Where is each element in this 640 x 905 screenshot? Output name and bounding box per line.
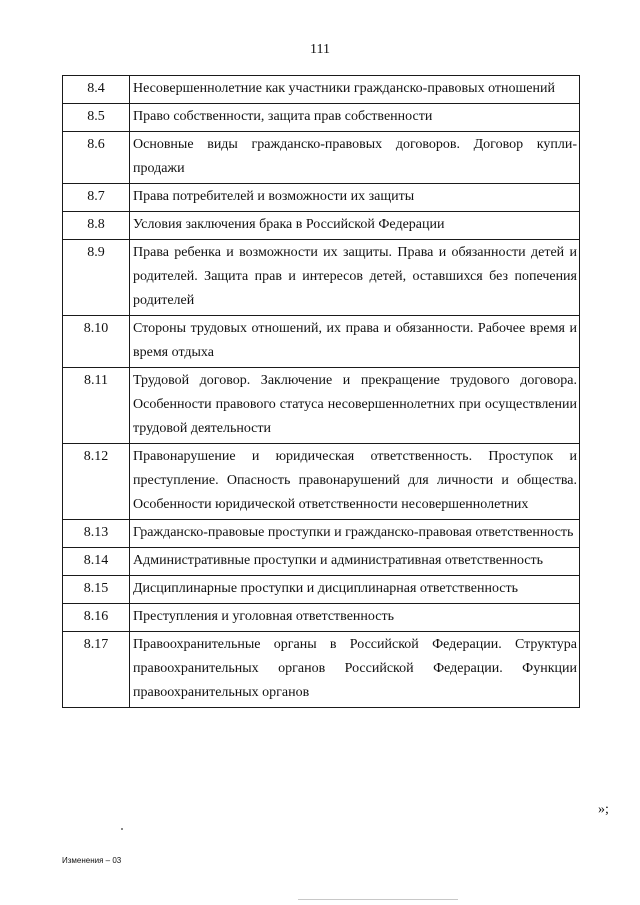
- page-number: 111: [310, 42, 330, 57]
- row-number: 8.17: [63, 632, 130, 708]
- row-text: Права потребителей и возможности их защиты: [130, 184, 580, 212]
- row-text: Несовершеннолетние как участники гражданско-правовых отношений: [130, 76, 580, 104]
- table-row: [63, 444, 580, 520]
- row-number: 8.15: [63, 576, 130, 604]
- row-number: 8.4: [63, 76, 130, 104]
- table-row: [63, 212, 580, 240]
- row-text: Административные проступки и административная ответственность: [130, 548, 580, 576]
- row-number: 8.9: [63, 240, 130, 316]
- table-row: [63, 604, 580, 632]
- row-number: 8.10: [63, 316, 130, 368]
- row-number: 8.5: [63, 104, 130, 132]
- revision-footer: Изменения – 03: [62, 856, 122, 865]
- row-number: 8.14: [63, 548, 130, 576]
- table-row: [63, 104, 580, 132]
- row-number: 8.11: [63, 368, 130, 444]
- row-number: 8.12: [63, 444, 130, 520]
- table-row: [63, 548, 580, 576]
- row-text: Основные виды гражданско-правовых договоров. Договор купли-продажи: [130, 132, 580, 184]
- table-row: [63, 520, 580, 548]
- row-text: Правоохранительные органы в Российской Федерации. Структура правоохранительных органов Российской Федерации. Функции правоохранительных органов: [130, 632, 580, 708]
- row-text: Преступления и уголовная ответственность: [130, 604, 580, 632]
- table-row: [63, 316, 580, 368]
- table-row: [63, 240, 580, 316]
- scan-speck: [121, 828, 123, 830]
- row-number: 8.8: [63, 212, 130, 240]
- row-text: Условия заключения брака в Российской Федерации: [130, 212, 580, 240]
- table-row: [63, 368, 580, 444]
- table-row: [63, 76, 580, 104]
- row-text: Трудовой договор. Заключение и прекращение трудового договора. Особенности правового статуса несовершеннолетних при осуществлении трудовой деятельности: [130, 368, 580, 444]
- row-text: Правонарушение и юридическая ответственность. Проступок и преступление. Опасность правонарушений для личности и общества. Особенности юридической ответственности несовершеннолетних: [130, 444, 580, 520]
- row-number: 8.13: [63, 520, 130, 548]
- row-text: Права ребенка и возможности их защиты. Права и обязанности детей и родителей. Защита прав и интересов детей, оставшихся без попечения родителей: [130, 240, 580, 316]
- table-row: [63, 576, 580, 604]
- scan-edge-line: [298, 899, 458, 900]
- row-number: 8.16: [63, 604, 130, 632]
- row-text: Стороны трудовых отношений, их права и обязанности. Рабочее время и время отдыха: [130, 316, 580, 368]
- row-text: Право собственности, защита прав собственности: [130, 104, 580, 132]
- topics-table: [62, 75, 580, 708]
- closing-quote-mark: »;: [598, 802, 609, 817]
- row-text: Дисциплинарные проступки и дисциплинарная ответственность: [130, 576, 580, 604]
- table-row: [63, 132, 580, 184]
- table-row: [63, 632, 580, 708]
- row-number: 8.7: [63, 184, 130, 212]
- row-text: Гражданско-правовые проступки и гражданско-правовая ответственность: [130, 520, 580, 548]
- row-number: 8.6: [63, 132, 130, 184]
- table-row: [63, 184, 580, 212]
